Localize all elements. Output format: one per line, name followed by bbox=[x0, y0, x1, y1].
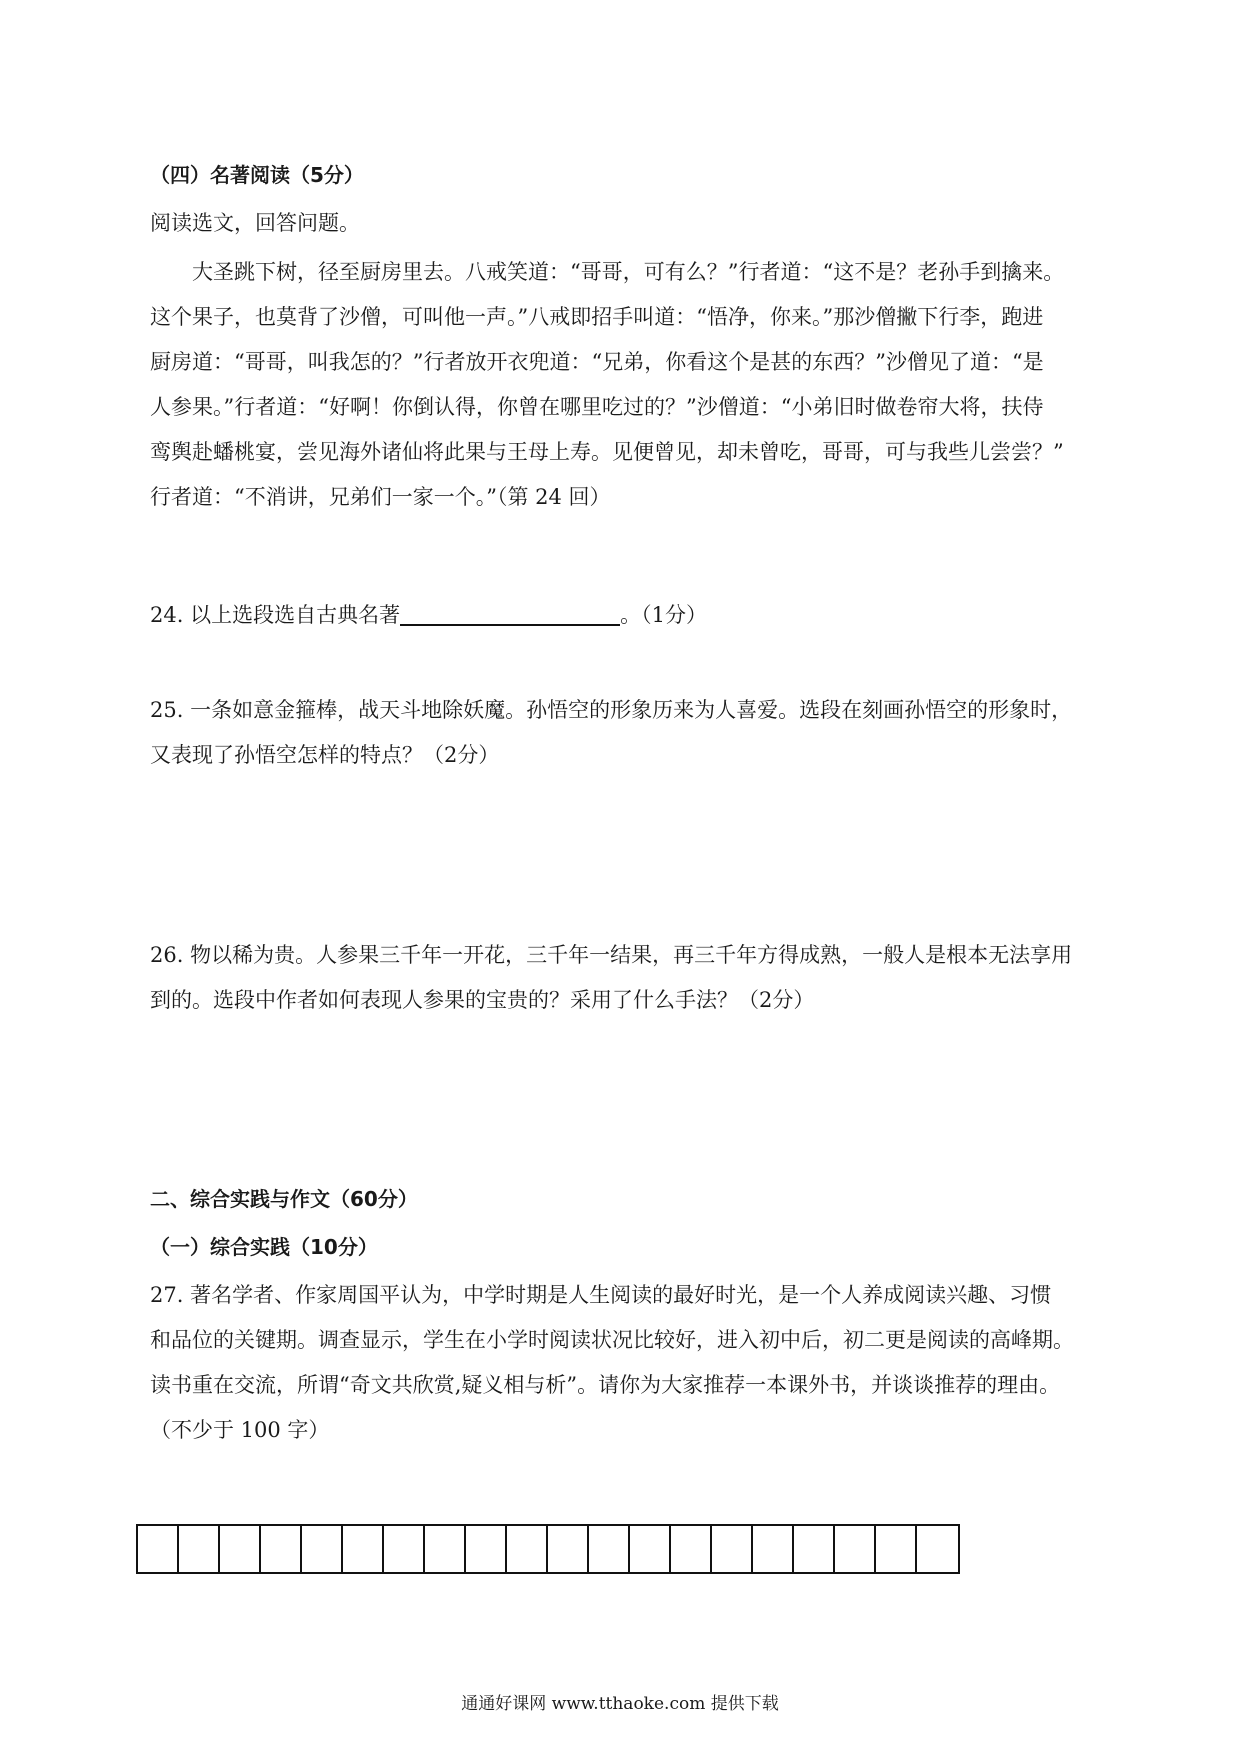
grid-cell[interactable] bbox=[876, 1526, 917, 1572]
grid-cell[interactable] bbox=[835, 1526, 876, 1572]
question-27-line: 读书重在交流，所谓“奇文共欣赏,疑义相与析”。请你为大家推荐一本课外书，并谈谈推荐的理由。 bbox=[150, 1373, 1061, 1397]
grid-cell[interactable] bbox=[712, 1526, 753, 1572]
section-heading: （四）名著阅读（5分） bbox=[150, 163, 364, 187]
question-24 bbox=[150, 600, 1100, 630]
grid-cell[interactable] bbox=[507, 1526, 548, 1572]
grid-cell[interactable] bbox=[343, 1526, 384, 1572]
grid-cell[interactable] bbox=[548, 1526, 589, 1572]
question-26-line: 26. 物以稀为贵。人参果三千年一开花，三千年一结果，再三千年方得成熟，一般人是根本无法享用 bbox=[150, 943, 1073, 967]
grid-cell[interactable] bbox=[425, 1526, 466, 1572]
grid-cell[interactable] bbox=[794, 1526, 835, 1572]
page-footer: 通通好课网 www.tthaoke.com 提供下载 bbox=[461, 1694, 779, 1714]
grid-cell[interactable] bbox=[671, 1526, 712, 1572]
grid-cell[interactable] bbox=[384, 1526, 425, 1572]
grid-cell[interactable] bbox=[302, 1526, 343, 1572]
writing-grid bbox=[136, 1524, 960, 1574]
instruction-text: 阅读选文，回答问题。 bbox=[150, 211, 360, 235]
question-27-line: 27. 著名学者、作家周国平认为，中学时期是人生阅读的最好时光，是一个人养成阅读兴趣、习惯 bbox=[150, 1283, 1052, 1307]
part-heading: 二、综合实践与作文（60分） bbox=[150, 1187, 418, 1211]
grid-cell[interactable] bbox=[179, 1526, 220, 1572]
passage-line: 人参果。”行者道：“好啊！你倒认得，你曾在哪里吃过的？”沙僧道：“小弟旧时做卷帘大将，扶侍 bbox=[150, 395, 1044, 419]
question-27-line: 和品位的关键期。调查显示，学生在小学时阅读状况比较好，进入初中后，初二更是阅读的高峰期。 bbox=[150, 1328, 1074, 1352]
grid-cell[interactable] bbox=[753, 1526, 794, 1572]
passage-line: 大圣跳下树，径至厨房里去。八戒笑道：“哥哥，可有么？”行者道：“这不是？老孙手到擒来。 bbox=[150, 260, 1065, 284]
answer-blank[interactable] bbox=[400, 602, 620, 626]
sub-heading: （一）综合实践（10分） bbox=[150, 1235, 378, 1259]
question-27-line: （不少于 100 字） bbox=[150, 1418, 330, 1442]
passage-line: 这个果子，也莫背了沙僧，可叫他一声。”八戒即招手叫道：“悟净，你来。”那沙僧撇下行李，跑进 bbox=[150, 305, 1044, 329]
question-24-prompt: 24. 以上选段选自古典名著 bbox=[150, 603, 401, 627]
grid-cell[interactable] bbox=[138, 1526, 179, 1572]
question-26-line: 到的。选段中作者如何表现人参果的宝贵的？采用了什么手法？（2分） bbox=[150, 988, 815, 1012]
question-24-points: 。（1分） bbox=[620, 603, 707, 627]
grid-cell[interactable] bbox=[220, 1526, 261, 1572]
grid-cell[interactable] bbox=[466, 1526, 507, 1572]
passage-line: 行者道：“不消讲，兄弟们一家一个。”（第 24 回） bbox=[150, 485, 611, 509]
passage-line: 鸾舆赴蟠桃宴，尝见海外诸仙将此果与王母上寿。见便曾见，却未曾吃，哥哥，可与我些儿尝尝？” bbox=[150, 440, 1064, 464]
passage-line: 厨房道：“哥哥，叫我怎的？”行者放开衣兜道：“兄弟，你看这个是甚的东西？”沙僧见了道：“是 bbox=[150, 350, 1044, 374]
grid-cell[interactable] bbox=[630, 1526, 671, 1572]
grid-cell[interactable] bbox=[917, 1526, 958, 1572]
question-25-line: 又表现了孙悟空怎样的特点？（2分） bbox=[150, 743, 500, 767]
grid-cell[interactable] bbox=[589, 1526, 630, 1572]
question-25-line: 25. 一条如意金箍棒，战天斗地除妖魔。孙悟空的形象历来为人喜爱。选段在刻画孙悟空的形象时， bbox=[150, 698, 1073, 722]
grid-cell[interactable] bbox=[261, 1526, 302, 1572]
